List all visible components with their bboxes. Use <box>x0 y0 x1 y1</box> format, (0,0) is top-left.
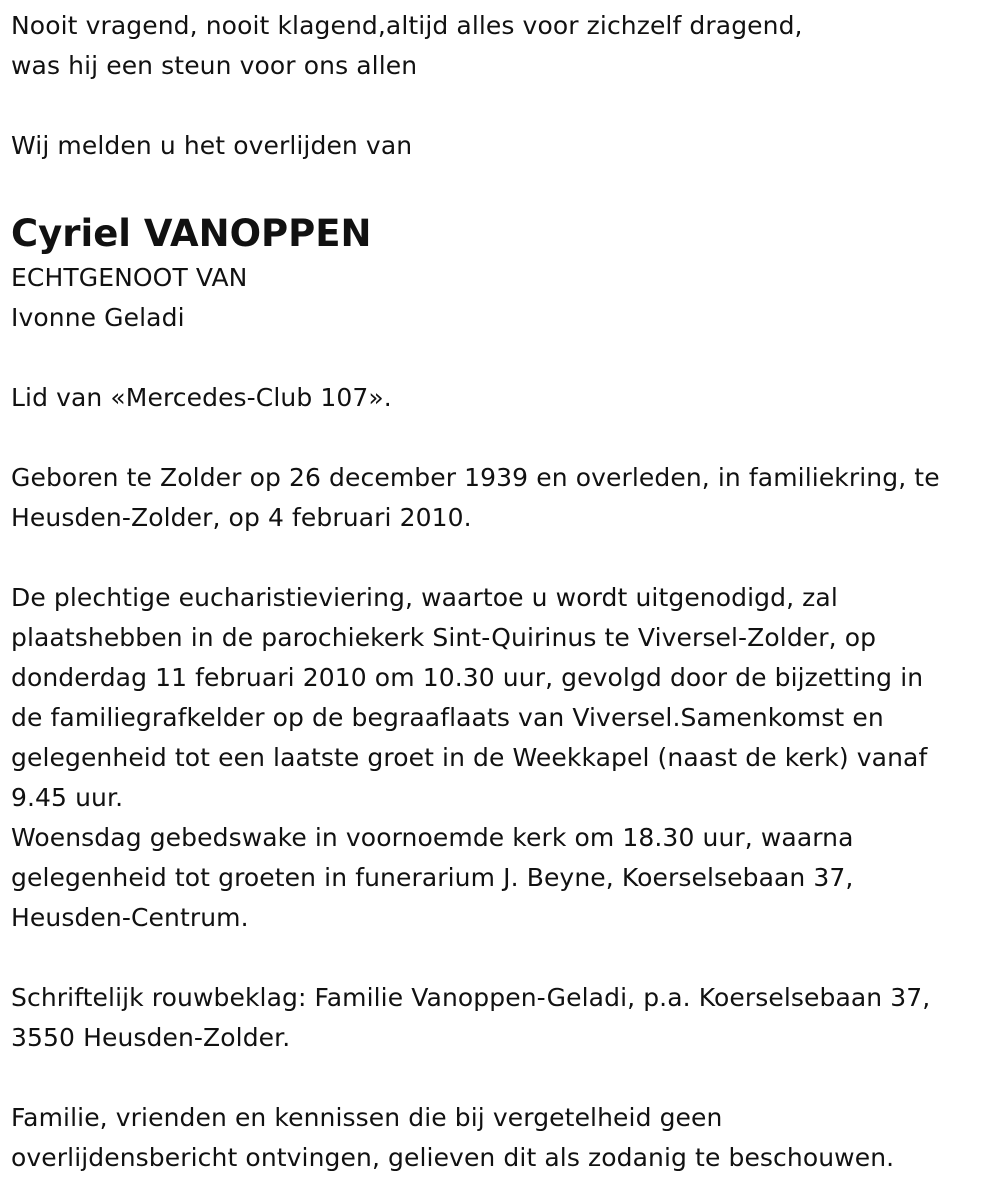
condolences-paragraph <box>11 978 991 1058</box>
spacer <box>11 86 991 126</box>
paragraph-line: Schriftelijk rouwbeklag: Familie Vanoppen-Geladi, p.a. Koerselsebaan 37, <box>11 983 931 1012</box>
spouse-label: ECHTGENOOT VAN <box>11 263 248 292</box>
paragraph-line: De plechtige eucharistieviering, waartoe u wordt uitgenodigd, zal <box>11 583 838 612</box>
membership-text: Lid van «Mercedes-Club 107». <box>11 383 392 412</box>
closing-paragraph <box>11 1098 991 1178</box>
paragraph-line: Woensdag gebedswake in voornoemde kerk om 18.30 uur, waarna <box>11 823 854 852</box>
paragraph-line: Familie, vrienden en kennissen die bij vergetelheid geen <box>11 1103 723 1132</box>
intro-line: Nooit vragend, nooit klagend,altijd alles voor zichzelf dragend, <box>11 11 803 40</box>
spacer <box>11 166 991 206</box>
paragraph-line: 9.45 uur. <box>11 783 124 812</box>
deceased-name: Cyriel VANOPPEN <box>11 212 372 255</box>
ceremony-paragraph <box>11 578 991 938</box>
paragraph-line: gelegenheid tot groeten in funerarium J. Beyne, Koerselsebaan 37, <box>11 863 854 892</box>
spacer <box>11 938 991 978</box>
paragraph-line: de familiegrafkelder op de begraaflaats van Viversel.Samenkomst en <box>11 703 884 732</box>
announcement-text: Wij melden u het overlijden van <box>11 131 413 160</box>
paragraph-line: Geboren te Zolder op 26 december 1939 en overleden, in familiekring, te <box>11 463 940 492</box>
paragraph-line: gelegenheid tot een laatste groet in de Weekkapel (naast de kerk) vanaf <box>11 743 928 772</box>
spacer <box>11 1058 991 1098</box>
paragraph-line: donderdag 11 februari 2010 om 10.30 uur, gevolgd door de bijzetting in <box>11 663 924 692</box>
paragraph-line: Heusden-Zolder, op 4 februari 2010. <box>11 503 472 532</box>
spouse-name: Ivonne Geladi <box>11 303 185 332</box>
spacer <box>11 338 991 378</box>
paragraph-line: overlijdensbericht ontvingen, gelieven dit als zodanig te beschouwen. <box>11 1143 895 1172</box>
intro-line: was hij een steun voor ons allen <box>11 51 418 80</box>
paragraph-line: plaatshebben in de parochiekerk Sint-Quirinus te Viversel-Zolder, op <box>11 623 877 652</box>
intro-verse <box>11 6 991 86</box>
paragraph-line: 3550 Heusden-Zolder. <box>11 1023 291 1052</box>
obituary-notice <box>11 6 991 1178</box>
birth-death-paragraph <box>11 458 991 538</box>
spacer <box>11 418 991 458</box>
paragraph-line: Heusden-Centrum. <box>11 903 249 932</box>
spacer <box>11 538 991 578</box>
